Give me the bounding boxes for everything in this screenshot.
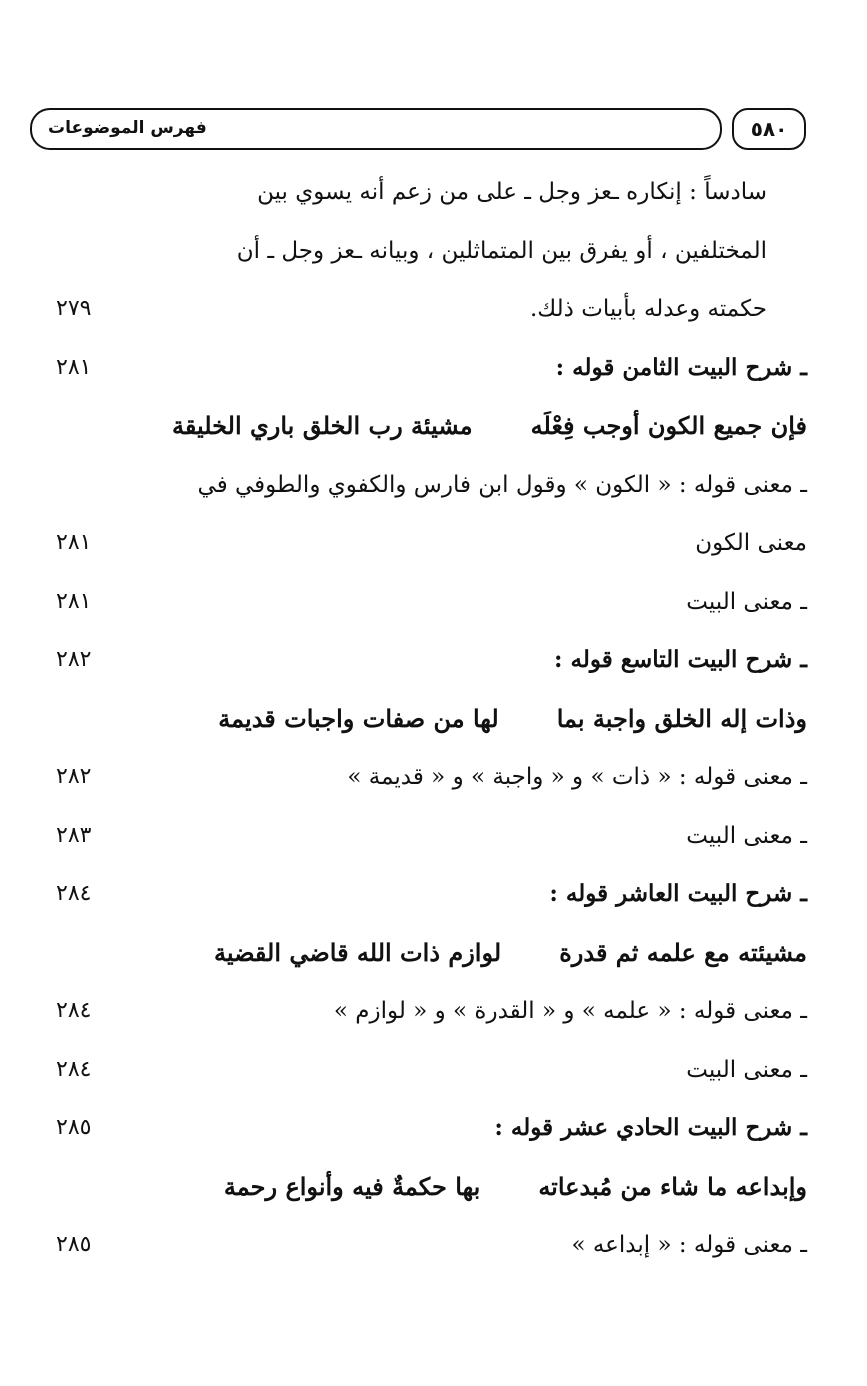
verse-first-hemistich: وذات إله الخلق واجبة بما: [556, 704, 807, 733]
entry-text: سادساً : إنكاره ـعز وجل ـ على من زعم أنه يسوي بين: [257, 179, 767, 205]
entry-text: المختلفين ، أو يفرق بين المتماثلين ، وبيانه ـعز وجل ـ أن: [236, 238, 767, 264]
index-entry: [56, 1048, 807, 1092]
index-entry: [56, 580, 807, 624]
page-number: ٥٨٠: [732, 108, 806, 150]
entry-page: ٢٨١: [56, 589, 92, 614]
entry-text: معنى الكون: [695, 530, 807, 556]
entry-text: ـ شرح البيت التاسع قوله :: [553, 646, 807, 673]
verse-first-hemistich: وإبداعه ما شاء من مُبدعاته: [538, 1172, 807, 1201]
index-entry: [56, 229, 807, 273]
index-entry: [56, 755, 807, 799]
page-header: [30, 108, 806, 154]
entry-page: ٢٨٤: [56, 998, 92, 1023]
verse-second-hemistich: لوازم ذات الله قاضي القضية: [213, 938, 502, 967]
verse-second-hemistich: لها من صفات واجبات قديمة: [218, 704, 499, 733]
index-entry: [56, 1106, 807, 1150]
entry-text: ـ شرح البيت الثامن قوله :: [555, 354, 807, 381]
index-entry: [56, 638, 807, 682]
entry-page: ٢٨١: [56, 355, 92, 380]
verse-first-hemistich: مشيئته مع علمه ثم قدرة: [559, 938, 807, 967]
index-entry: [56, 170, 807, 214]
verse-first-hemistich: فإن جميع الكون أوجب فِعْلَه: [530, 411, 807, 440]
index-entry: [56, 521, 807, 565]
verse-second-hemistich: بها حكمةٌ فيه وأنواع رحمة: [223, 1172, 481, 1201]
verse-line: [172, 404, 807, 448]
entry-page: ٢٨٢: [56, 647, 92, 672]
entry-text: ـ معنى قوله : « علمه » و « القدرة » و « لوازم »: [333, 998, 807, 1024]
verse-second-hemistich: مشيئة رب الخلق باري الخليقة: [171, 411, 473, 440]
entry-text: ـ معنى قوله : « الكون » وقول ابن فارس والكفوي والطوفي في: [197, 472, 807, 498]
entry-text: ـ معنى قوله : « إبداعه »: [571, 1232, 807, 1258]
entry-page: ٢٧٩: [56, 296, 92, 321]
index-entry: [56, 814, 807, 858]
index-entry: [56, 989, 807, 1033]
verse-line: [224, 1165, 807, 1209]
running-title-box: [30, 108, 722, 150]
entry-text: ـ شرح البيت العاشر قوله :: [549, 880, 807, 907]
index-entry: [56, 1223, 807, 1267]
entry-page: ٢٨٤: [56, 1057, 92, 1082]
entry-text: ـ معنى قوله : « ذات » و « واجبة » و « قديمة »: [347, 764, 807, 790]
entry-text: حكمته وعدله بأبيات ذلك.: [529, 296, 767, 322]
entry-page: ٢٨٥: [56, 1115, 92, 1140]
entry-page: ٢٨٤: [56, 881, 92, 906]
verse-line: [218, 697, 807, 741]
entry-text: ـ معنى البيت: [686, 589, 807, 615]
entry-text: ـ شرح البيت الحادي عشر قوله :: [494, 1114, 807, 1141]
entry-page: ٢٨١: [56, 530, 92, 555]
index-entry: [56, 872, 807, 916]
index-entry: [56, 287, 807, 331]
index-entry: [56, 346, 807, 390]
entry-text: ـ معنى البيت: [686, 823, 807, 849]
index-entry: [56, 463, 807, 507]
verse-line: [214, 931, 807, 975]
entry-page: ٢٨٣: [56, 823, 92, 848]
entry-text: ـ معنى البيت: [686, 1057, 807, 1083]
running-title: فهرس الموضوعات: [48, 118, 207, 138]
entry-page: ٢٨٥: [56, 1232, 92, 1257]
entry-page: ٢٨٢: [56, 764, 92, 789]
